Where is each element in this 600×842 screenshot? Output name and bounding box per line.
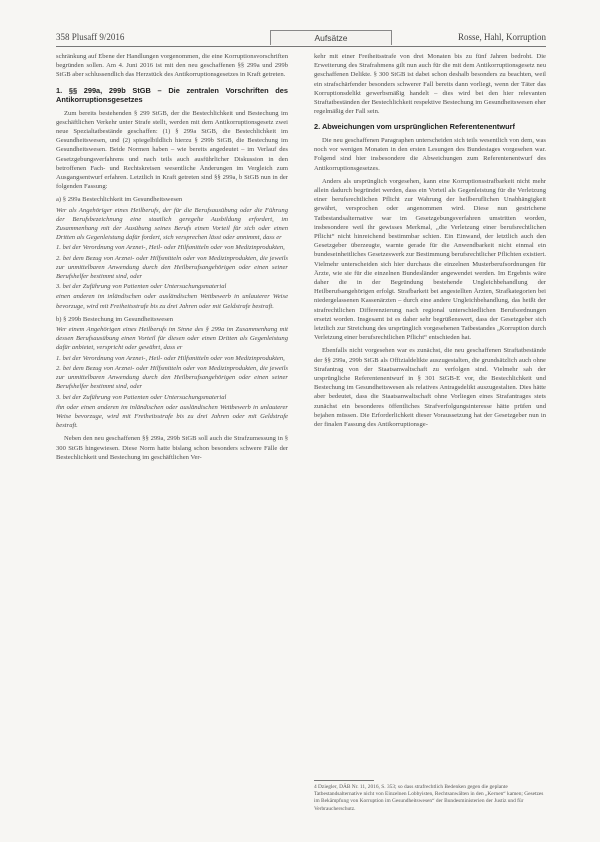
quote-299b-item-2: 2. bei dem Bezug von Arznei- oder Hilfsmitteln oder von Medizinprodukten, die jeweils zur unmittelbaren Anwendung durch den Heilberufsangehörigen oder einen seiner Berufshelfer bestimmt sind, oder: [56, 364, 288, 391]
quote-299a-body: Wer als Angehöriger eines Heilberufs, der für die Berufsausübung oder die Führung der Berufsbezeichnung eine staatlich geregelte Ausbildung erfordert, im Zusammenhang mit der Ausübung seines Berufs einen Vorteil für sich oder einen Dritten als Gegenleistung dafür fordert, sich versprechen lässt oder annimmt, dass er: [56, 206, 288, 242]
footnote: 4 Dziegler, DÄB Nr. 11, 2016, S. 353; so dass strafrechtlich Bedenken gegen die geplante Tatbestandsalternative nicht von Einzelnen Lobbyisten, Rechtsanwälten in den „Kernen“ kamen; Gesetzes im Bekämpfung von Korruption im Gesundheitswesen“ der Bundesministerien der Justiz und für Verbraucherschutz.: [314, 784, 544, 812]
paragraph-3: kehr mit einer Freiheitsstrafe von drei Monaten bis zu fünf Jahren bedroht. Die Erweiterung des Strafrahmens gilt nun auch für die mit dem Antikorruptionsgesetz neu geschaffenen Delikte. § 300 StGB ist dabei schon deshalb besonders zu beachten, weil ein strafschärfender besonders schwerer Fall bereits dann vorliegt, wenn der Täter das Korruptionsdelikt gewerbsmäßig handelt – dies wird bei den hier relevanten Straftatbeständen der Bestechlichkeit respektive Bestechung im Gesundheitswesen eher regelmäßig der Fall sein.: [314, 53, 546, 116]
quote-299a-item-1: 1. bei der Verordnung von Arznei-, Heil- oder Hilfsmitteln oder von Medizinprodukten,: [56, 244, 285, 252]
paragraph-1: Zum bereits bestehenden § 299 StGB, der die Bestechlichkeit und Bestechung im geschäftlichen Verkehr unter Strafe stellt, werden mit dem Antikorruptionsgesetz zwei neue Spezialtatbestände geschaffen: (1) § 299a StGB, die Bestechlichkeit im Gesundheitswesen, und (2) spiegelbildlich hierzu § 299b StGB, die Bestechung im Gesundheitswesen. Beide Normen haben – wie bereits angedeutet – im Verlauf des Gesetzgebungsverfahrens und nach teils auch ausführlicher Diskussion in den betroffenen Fach- und Rechtskreisen wesentliche Änderungen im Vergleich zum Ausgangsentwurf erfahren. Letztlich in Kraft getreten sind §§ 299a, b StGB nun in der folgenden Fassung:: [56, 109, 288, 191]
left-column: [56, 52, 288, 466]
quote-299b: [56, 315, 288, 430]
right-column: [314, 52, 546, 433]
quote-299b-item-1: 1. bei der Verordnung von Arznei-, Heil- oder Hilfsmitteln oder von Medizinprodukten,: [56, 354, 285, 362]
quote-299a-item-3: 3. bei der Zuführung von Patienten oder Untersuchungsmaterial: [56, 283, 227, 291]
paragraph-4: Die neu geschaffenen Paragraphen unterscheiden sich teils wesentlich von dem, was noch vor wenigen Monaten in den ersten Lesungen des Bundestages vorgesehen war. Folgend sind hier insbesondere die Abweichungen zum Referentenentwurf des Antikorruptionsgesetzes.: [314, 136, 546, 172]
quote-299a-title: a) § 299a Bestechlichkeit im Gesundheitswesen: [56, 196, 183, 204]
running-header: [56, 30, 546, 46]
quote-299a-item-2: 2. bei dem Bezug von Arznei- oder Hilfsmitteln oder von Medizinprodukten, die jeweils zur unmittelbaren Anwendung durch den Heilberufsangehörigen oder einen seiner Berufshelfer bestimmt sind, oder: [56, 254, 288, 281]
footnote-rule: [314, 780, 374, 781]
paragraph-5: Anders als ursprünglich vorgesehen, kann eine Korruptionsstrafbarkeit nicht mehr allein dadurch begründet werden, dass ein Vorteil als Gegenleistung für die Verletzung einer berufsrechtlichen Pflicht zur Wahrung der heilberuflichen Unabhängigkeit gewährt, versprochen oder angenommen wird. Diese nun gestrichene Tatbestandsalternative war im Gesetzgebungsverfahren umstritten worden, insbesondere weil ihr gewisses Merkmal, „die Verletzung einer berufsrechtlichen Pflicht“ nicht hinreichend bestimmbar schien. Ein Einwand, der letztlich auch den Gesetzgeber überzeugte, warnte gerade für die Anwendbarkeit nicht einmal ein bundeseinheitliches Gesetzeswerk zur Bestimmung berufsrechtlicher Pflichten existiert. Vielmehr unterscheiden sich hier durchaus die einzelnen Musterberufsordnungen für Ärzte, wie sie für die einzelnen Bundesländer angewendet werden. Im Ergebnis wäre daher die in der Begründung bestehende Ungleichbehandlung der Heilberufsangehörigen erfolgt. Strafbarkeit bei angestellten Ärzten, Strafkategorien bei niedergelassenen Kassenärzten – durch eine andere Ungleichbehandlung, das heißt der strafrechtlichen Differenzierung nach regional unterschiedlichen Berufsordnungen ersetzt worden. Insgesamt ist es daher sehr begrüßenswert, dass der Gesetzgeber sich letztlich zur Streichung des ursprünglich vorgesehenen Tatbestandes „Korruption durch Verletzung einer berufsrechtlichen Pflicht“ entschieden hat.: [314, 177, 546, 342]
heading-1: 1. §§ 299a, 299b StGB – Die zentralen Vorschriften des Antikorruptionsgesetzes: [56, 85, 288, 105]
heading-2: 2. Abweichungen vom ursprünglichen Referentenentwurf: [314, 122, 515, 132]
paragraph-6: Ebenfalls nicht vorgesehen war es zunächst, die neu geschaffenen Straftatbestände der §§ 299a, 299b StGB als Offizialdelikte auszugestalten, die grundsätzlich auch ohne Strafantrag von der Staatsanwaltschaft zu verfolgen sind. Vielmehr sah der ursprüngliche Referentenentwurf in § 301 StGB-E vor, die Bestechlichkeit und Bestechung im Gesundheitswesen als relatives Antragsdelikt auszugestalten. Dies hätte aber bedeutet, dass die Staatsanwaltschaft ohne Vorliegen eines Strafantrages stets zunächst ein besonderes öffentliches Strafverfolgungsinteresse hätte prüfen und bejahen müssen. Die Erforderlichkeit dieser Voraussetzung hat der Gesetzgeber nun in der finalen Fassung des Antikorruptionsge-: [314, 347, 546, 429]
quote-299a-end: einen anderen im inländischen oder ausländischen Wettbewerb in unlauterer Weise bevorzuge, wird mit Freiheitsstrafe bis zu drei Jahren oder mit Geldstrafe bestraft.: [56, 293, 288, 310]
quote-299b-title: b) § 299b Bestechung im Gesundheitswesen: [56, 315, 174, 323]
page-journal: 358 Plusaff 9/2016: [56, 32, 125, 42]
quote-299b-body: Wer einem Angehörigen eines Heilberufs im Sinne des § 299a im Zusammenhang mit dessen Berufsausübung einen Vorteil für diesen oder einen Dritten als Gegenleistung dafür anbietet, verspricht oder gewährt, dass er: [56, 326, 288, 352]
paragraph-2: Neben den neu geschaffenen §§ 299a, 299b StGB soll auch die Strafzumessung in § 300 StGB hingewiesen. Diese Norm hatte bislang schon besonders schwere Fälle der Bestechlichkeit und Bestechung im geschäftlichen Ver-: [56, 435, 288, 461]
quote-299b-end: ihn oder einen anderen im inländischen oder ausländischen Wettbewerb in unlauterer Weise bevorzuge, wird mit Freiheitsstrafe bis zu drei Jahren oder mit Geldstrafe bestraft.: [56, 403, 288, 430]
header-authors: Rosse, Hahl, Korruption: [458, 32, 546, 42]
quote-299a: [56, 195, 288, 310]
quote-299b-item-3: 3. bei der Zuführung von Patienten oder Untersuchungsmaterial: [56, 393, 227, 401]
header-rule: [56, 46, 546, 47]
section-tab: Aufsätze: [270, 30, 392, 45]
intro-paragraph: schränkung auf Ebene der Handlungen vorgenommen, die eine Korruptionsvorschriften begründen sollen. Am 4. Juni 2016 ist mit den neu geschaffenen §§ 299a und 299b StGB aber schlussendlich das Herzstück des Antikorruptionsgesetzes in Kraft getreten.: [56, 53, 288, 79]
